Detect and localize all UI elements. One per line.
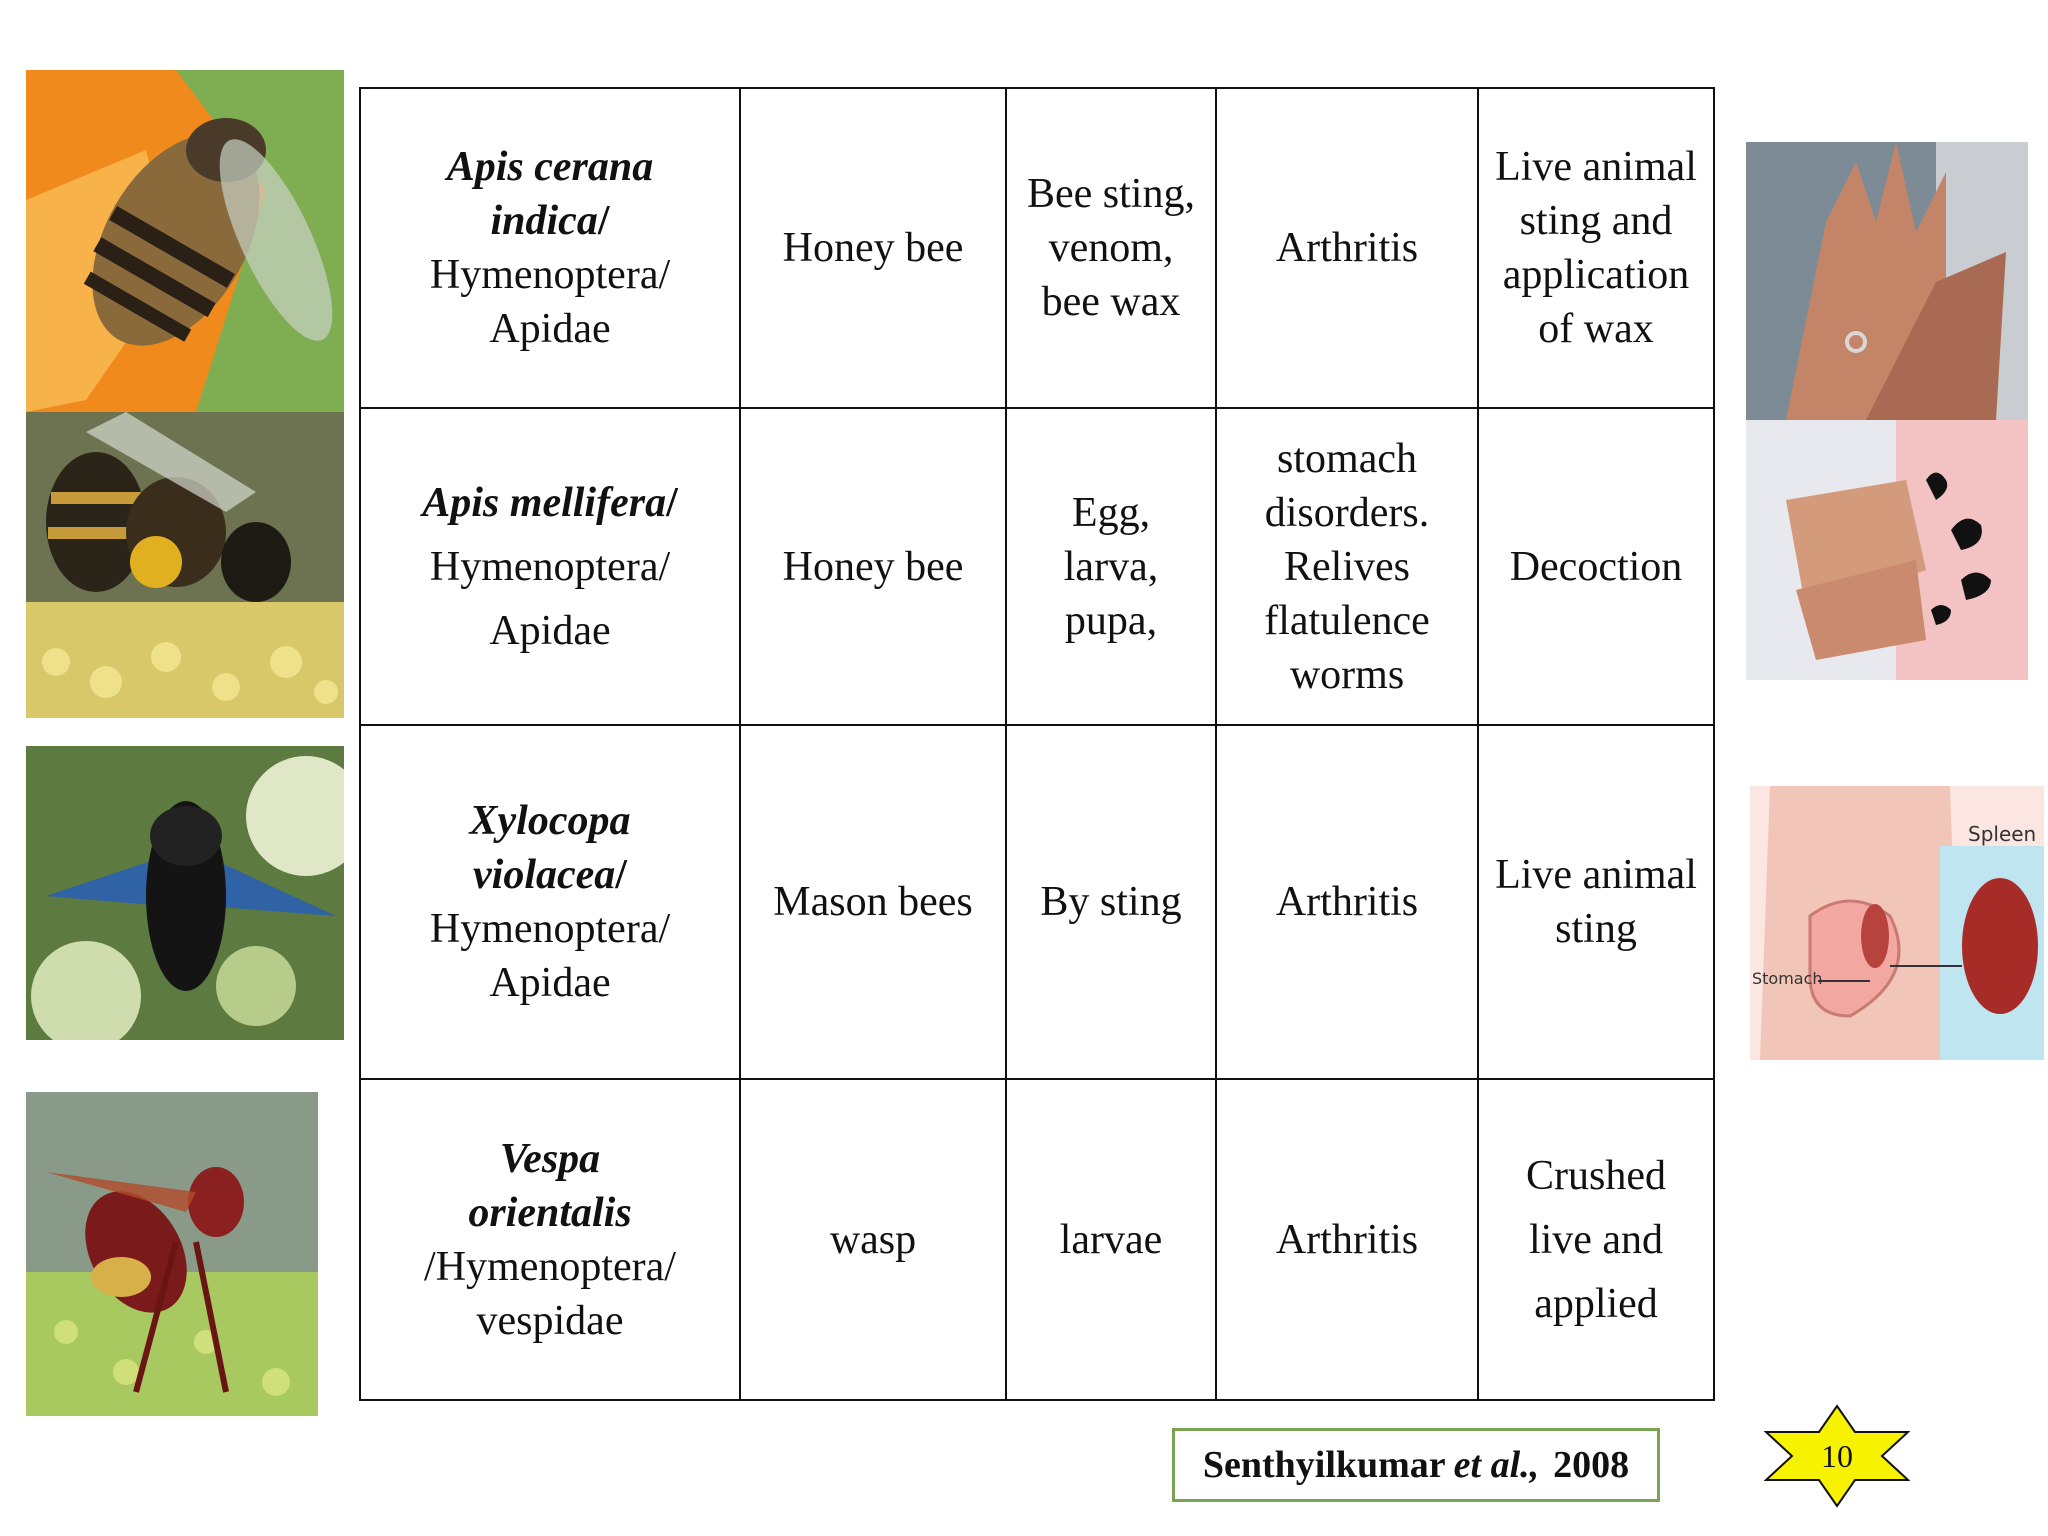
photo-xylocopa-violacea-bee [26, 746, 344, 1040]
mode-cell [1478, 725, 1714, 1079]
photo-arthritis-hands [1746, 142, 2028, 420]
photo-vespa-orientalis-wasp [26, 1092, 318, 1416]
family-line: Apidae [489, 306, 611, 352]
photo-apis-cerana-bee [26, 70, 344, 412]
species-cell [360, 725, 740, 1079]
ailment-cell [1216, 88, 1478, 408]
ailment-line: Relives [1284, 543, 1410, 590]
mode-cell [1478, 408, 1714, 725]
page-number: 10 [1821, 1437, 1853, 1474]
parts-used-cell [1006, 1079, 1216, 1400]
parts-line: larva, [1063, 543, 1159, 590]
parts-used-cell [1006, 408, 1216, 725]
species-cell [360, 88, 740, 408]
citation-author: Senthyilkumar [1202, 1444, 1446, 1486]
mode-line: application [1502, 252, 1690, 298]
species-cell [360, 1079, 740, 1400]
species-suffix: / [597, 198, 610, 244]
common-name: Honey bee [782, 225, 964, 271]
mode-line: Crushed [1526, 1152, 1666, 1199]
order-line: Hymenoptera/ [429, 252, 671, 298]
parts-line: By sting [1040, 879, 1182, 925]
mode-line: Live animal [1495, 852, 1697, 898]
species-name-part: Apis mellifera [422, 479, 667, 526]
table-row [360, 88, 1714, 408]
species-name-line: Vespa [499, 1135, 601, 1182]
mode-line: sting [1555, 906, 1637, 952]
ailment-line: stomach [1277, 435, 1417, 482]
table-row [360, 408, 1714, 725]
common-name-cell [740, 725, 1006, 1079]
species-name-line [365, 848, 735, 902]
table-row [360, 1079, 1714, 1400]
family-line: vespidae [476, 1297, 624, 1344]
common-name-cell [740, 88, 1006, 408]
page-number-badge [1764, 1404, 1910, 1508]
parts-line: venom, [1048, 225, 1174, 271]
family-line: Apidae [489, 607, 611, 654]
common-name: Mason bees [773, 879, 973, 925]
table-row [360, 725, 1714, 1079]
mode-cell [1478, 1079, 1714, 1400]
species-name-part: violacea [473, 852, 616, 898]
common-name-cell [740, 1079, 1006, 1400]
ailment-cell [1216, 408, 1478, 725]
stomach-label-graphic: Stomach [1752, 969, 1823, 988]
photo-stomach-ache [1746, 420, 2028, 680]
citation-etal: et al., [1453, 1444, 1540, 1486]
order-line: /Hymenoptera/ [424, 1243, 676, 1290]
ailment-line: Arthritis [1275, 1216, 1419, 1263]
parts-line: pupa, [1064, 597, 1158, 644]
common-name: Honey bee [782, 543, 964, 590]
citation-year: 2008 [1553, 1444, 1630, 1486]
parts-line: bee wax [1041, 279, 1181, 325]
mode-line: of wax [1538, 306, 1654, 352]
species-name-line [365, 194, 735, 248]
ailment-line: disorders. [1264, 489, 1430, 536]
spleen-label-graphic: Spleen [1968, 822, 2037, 846]
mode-line: live and [1528, 1216, 1664, 1263]
species-name-part: indica [490, 198, 598, 244]
mode-line: Live animal [1495, 144, 1697, 190]
parts-line: Bee sting, [1027, 171, 1195, 217]
ailment-line: Arthritis [1275, 225, 1419, 271]
ailment-cell [1216, 725, 1478, 1079]
species-name-line: Xylocopa [469, 798, 631, 844]
remedy-table [359, 87, 1715, 1401]
mode-line: sting and [1519, 198, 1673, 244]
parts-line: larvae [1059, 1216, 1163, 1263]
common-name-cell [740, 408, 1006, 725]
species-cell [360, 408, 740, 725]
family-line: Apidae [489, 960, 611, 1006]
species-name-line: Apis cerana [446, 144, 654, 190]
citation-box [1172, 1428, 1660, 1502]
parts-line: Egg, [1071, 489, 1151, 536]
ailment-cell [1216, 1079, 1478, 1400]
order-line: Hymenoptera/ [429, 906, 671, 952]
species-name-line: orientalis [468, 1189, 632, 1236]
species-suffix: / [666, 479, 678, 526]
parts-used-cell [1006, 88, 1216, 408]
parts-used-cell [1006, 725, 1216, 1079]
mode-cell [1478, 88, 1714, 408]
ailment-line: Arthritis [1275, 879, 1419, 925]
species-name-line [365, 471, 735, 535]
ailment-line: worms [1289, 651, 1405, 698]
photo-apis-mellifera-bee [26, 412, 344, 718]
photo-spleen-diagram [1750, 786, 2044, 1060]
ailment-line: flatulence [1264, 597, 1430, 644]
order-line: Hymenoptera/ [429, 543, 671, 590]
species-suffix: / [615, 852, 627, 898]
common-name: wasp [829, 1216, 917, 1263]
mode-line: applied [1534, 1280, 1658, 1327]
mode-line: Decoction [1509, 543, 1683, 590]
